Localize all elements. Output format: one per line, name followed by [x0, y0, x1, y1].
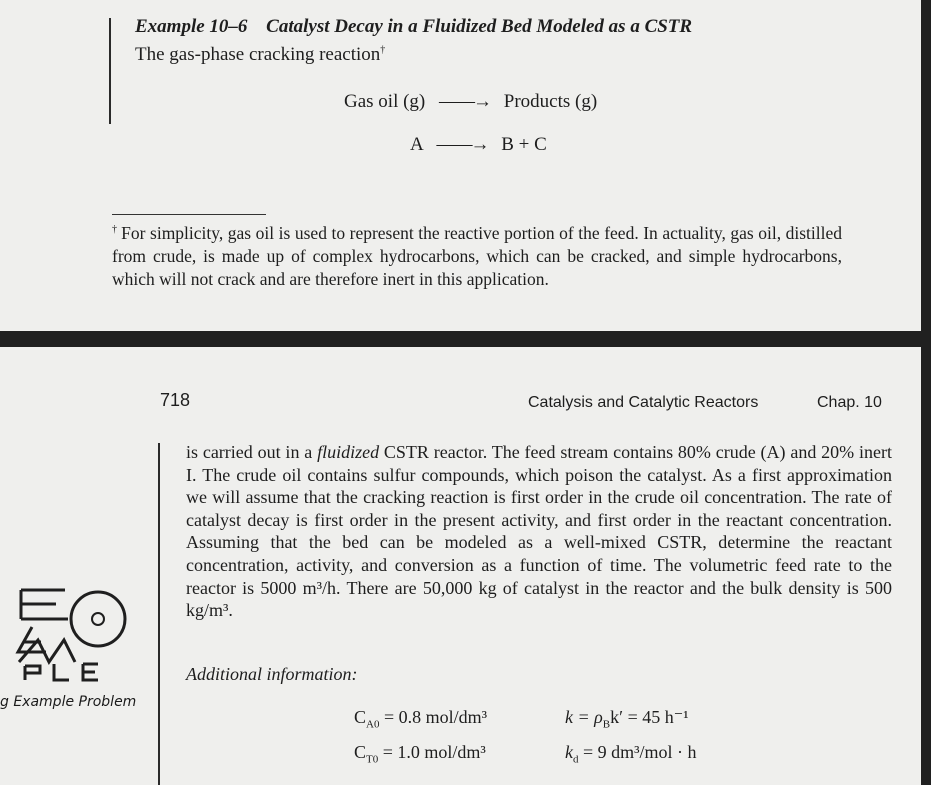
equation-right-1: Products (g) — [503, 91, 598, 112]
running-head: Catalysis and Catalytic Reactors — [528, 394, 759, 411]
intro-sentence: The gas-phase cracking reaction — [135, 44, 381, 65]
subscript: T0 — [366, 753, 379, 766]
intro-text — [135, 44, 385, 66]
footnote-text: For simplicity, gas oil is used to represent the reactive portion of the feed. In actuality, gas oil, distilled from crude, is made up of complex hydrocarbons, which can be cracked, and simple hydrocarbons, which will not crack and are therefore inert in this application. — [112, 222, 842, 289]
problem-text — [186, 441, 892, 622]
subscript: A0 — [366, 718, 380, 731]
equation-abc — [410, 134, 547, 156]
page-number: 718 — [160, 390, 191, 410]
subscript: B — [602, 718, 611, 731]
problem-text-lead: is carried out in a — [186, 442, 318, 462]
intro-footnote-mark: † — [380, 44, 386, 56]
example-title — [135, 16, 692, 38]
equation-right-2: B + C — [501, 134, 547, 155]
arrow-icon: ——→ — [439, 91, 491, 112]
arrow-icon: ——→ — [436, 134, 488, 155]
given-ca0 — [354, 707, 487, 731]
symbol: C — [354, 742, 367, 762]
chapter-label: Chap. 10 — [817, 394, 882, 411]
subscript: d — [573, 753, 579, 766]
margin-rule — [109, 18, 111, 124]
footnote-rule — [112, 214, 266, 215]
additional-information: Additional information: — [186, 664, 358, 684]
example-mascot-icon — [10, 582, 130, 682]
equation-gas-oil — [344, 91, 597, 113]
value: = 9 dm³/mol · h — [578, 742, 697, 762]
given-ct0 — [354, 742, 486, 766]
problem-text-rest: CSTR reactor. The feed stream contains 80% crude (A) and 20% inert I. The crude oil contains sulfur compounds, which poison the catalyst. As a first approximation we will assume that the cracking reaction is first order in the crude oil concentration. The rate of catalyst decay is first order in the present activity, and first order in the reactant concentration. Assuming that the bed can be modeled as a well-mixed CSTR, determine the reactant concentration, activity, and conversion as a function of time. The volumetric feed rate to the reactor is 5000 m³/h. There are 50,000 kg of catalyst in the reactor and the bulk density is 500 kg/m³. — [186, 442, 892, 621]
symbol: k = ρ — [565, 707, 603, 727]
value: = 1.0 mol/dm³ — [378, 742, 486, 762]
value: k′ = 45 h⁻¹ — [610, 707, 689, 727]
sidebar-label: g Example Problem — [0, 694, 137, 710]
symbol: k — [565, 742, 573, 762]
given-kd — [565, 742, 697, 766]
equation-left-2: A — [410, 134, 423, 155]
equation-left-1: Gas oil (g) — [344, 91, 426, 112]
problem-text-emphasis: fluidized — [317, 442, 380, 462]
example-heading: Catalyst Decay in a Fluidized Bed Modeled as a CSTR — [266, 16, 693, 37]
symbol: C — [354, 707, 367, 727]
given-k — [565, 707, 689, 731]
value: = 0.8 mol/dm³ — [379, 707, 488, 727]
footnote-dagger: † — [112, 224, 118, 235]
footnote — [112, 218, 842, 291]
example-number: Example 10–6 — [135, 16, 248, 37]
margin-rule — [158, 443, 160, 785]
